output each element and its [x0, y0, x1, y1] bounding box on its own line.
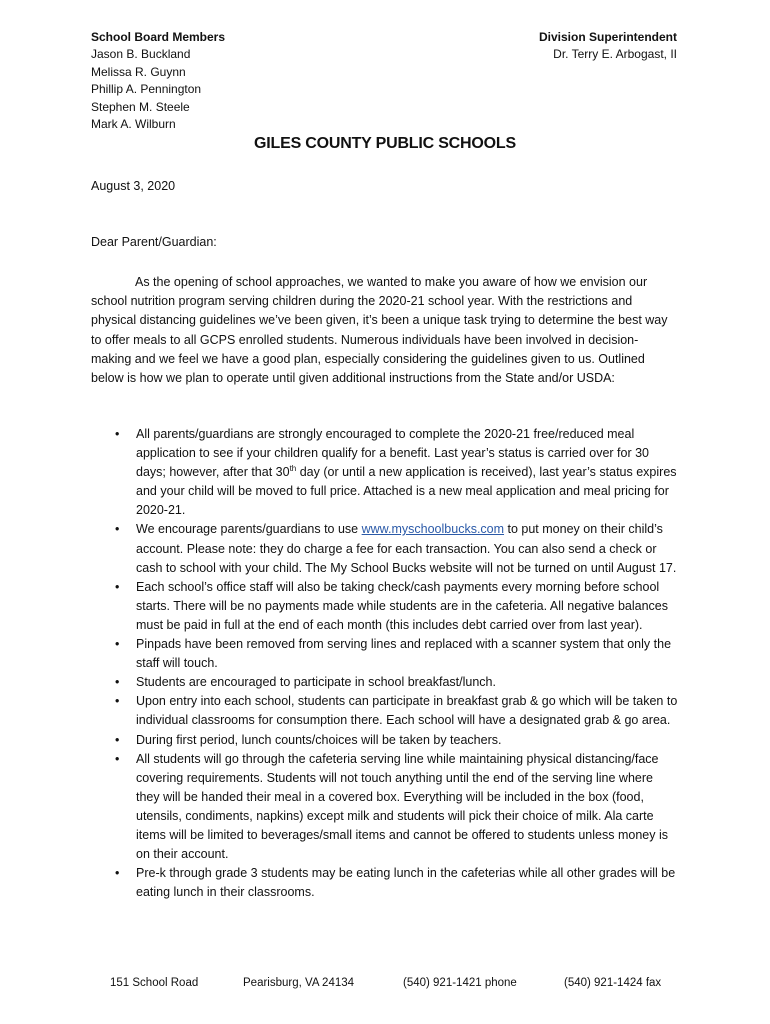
- footer-fax: (540) 921-1424 fax: [564, 977, 662, 989]
- bullet-icon: •: [115, 866, 120, 881]
- list-item: [91, 578, 679, 635]
- list-item-text: We encourage parents/guardians to use: [136, 522, 362, 537]
- bullet-icon: •: [115, 732, 120, 747]
- list-item-text: Students are encouraged to participate in school breakfast/lunch.: [136, 675, 496, 690]
- superintendent-heading: Division Superintendent: [538, 30, 677, 44]
- list-item: [91, 731, 679, 750]
- myschoolbucks-link[interactable]: www.myschoolbucks.com: [361, 522, 505, 537]
- list-item-text: All students will go through the cafeteria serving line while maintaining physical distancing/face covering requirements. Students will not touch anything until the end of the serving line where they will be handed their meal in a covered box. Everything will be included in the box (food, utensils, condiments, napkins) except milk and students will pick their choice of milk. Ala carte items will be limited to beverages/small items and cannot be offered to students unless money is on their account.: [136, 751, 668, 862]
- bullet-icon: •: [115, 579, 120, 594]
- list-item-text: Pre-k through grade 3 students may be eating lunch in the cafeterias while all other grades will be eating lunch in their classrooms.: [136, 866, 676, 900]
- footer-phone: (540) 921-1421 phone: [403, 977, 517, 989]
- superintendent-name: Dr. Terry E. Arbogast, II: [553, 47, 677, 62]
- list-item: [91, 864, 679, 902]
- bullet-icon: •: [115, 637, 120, 652]
- board-member: Stephen M. Steele: [91, 99, 190, 114]
- bullet-icon: •: [115, 522, 120, 537]
- list-item: [91, 635, 679, 673]
- board-member: Phillip A. Pennington: [91, 82, 202, 97]
- list-item-text: day (or until a new application is received), last year’s status expires and your child will be moved to full price. Attached is a new meal application and meal pricing for 2020-21.: [136, 465, 677, 518]
- list-item: [91, 692, 679, 730]
- board-member: Jason B. Buckland: [91, 47, 191, 62]
- salutation: Dear Parent/Guardian:: [91, 235, 217, 249]
- list-item: [91, 673, 679, 692]
- intro-paragraph: As the opening of school approaches, we wanted to make you aware of how we envision our school nutrition program serving children during the 2020-21 school year. With the restrictions and physical distancing guidelines we’ve been given, it’s been a unique task trying to determine the best way to offer meals to all GCPS enrolled students. Numerous individuals have been involved in decision-making and we feel we have a good plan, especially considering the guidelines given to us. Outlined below is how we plan to operate until given additional instructions from the State and/or USDA:: [91, 275, 668, 386]
- page-title: GILES COUNTY PUBLIC SCHOOLS: [254, 135, 516, 152]
- list-item-text: Upon entry into each school, students can participate in breakfast grab & go which will be taken to individual classrooms for consumption there. Each school will have a designated grab & go area.: [136, 694, 678, 728]
- list-item-text: to put money on their child’s account. Please note: they do charge a fee for each transaction. You can also send a check or cash to school with your child. The My School Bucks website will not be turned on until August 17.: [136, 522, 677, 575]
- bullet-icon: •: [115, 675, 120, 690]
- footer-address: 151 School Road: [110, 977, 199, 989]
- list-item: [91, 520, 679, 577]
- school-board-heading: School Board Members: [91, 30, 226, 44]
- board-member: Mark A. Wilburn: [91, 117, 176, 132]
- footer-city: Pearisburg, VA 24134: [243, 977, 355, 989]
- superintendent-block: [539, 29, 677, 64]
- list-item-text: During first period, lunch counts/choices will be taken by teachers.: [136, 732, 502, 747]
- school-board-block: [91, 29, 225, 133]
- bullet-list: [91, 425, 679, 902]
- bullet-icon: •: [115, 751, 120, 766]
- list-item: [91, 750, 679, 865]
- board-member: Melissa R. Guynn: [91, 64, 186, 79]
- list-item-text: Pinpads have been removed from serving lines and replaced with a scanner system that only the staff will touch.: [136, 637, 672, 671]
- list-item: [91, 425, 679, 520]
- list-item-text: Each school’s office staff will also be taking check/cash payments every morning before school starts. There will be no payments made while students are in the cafeteria. All negative balances must be paid in full at the end of each month (this includes debt carried over from last year).: [136, 579, 669, 632]
- bullet-icon: •: [115, 694, 120, 709]
- bullet-icon: •: [115, 427, 120, 441]
- letter-date: August 3, 2020: [91, 179, 176, 193]
- list-item-text: All parents/guardians are strongly encouraged to complete the 2020-21 free/reduced meal application to see if your children qualify for a benefit. Last year’s status is carried over for 30 days; however, after that 30: [136, 427, 650, 480]
- ordinal-suffix: th: [289, 464, 297, 474]
